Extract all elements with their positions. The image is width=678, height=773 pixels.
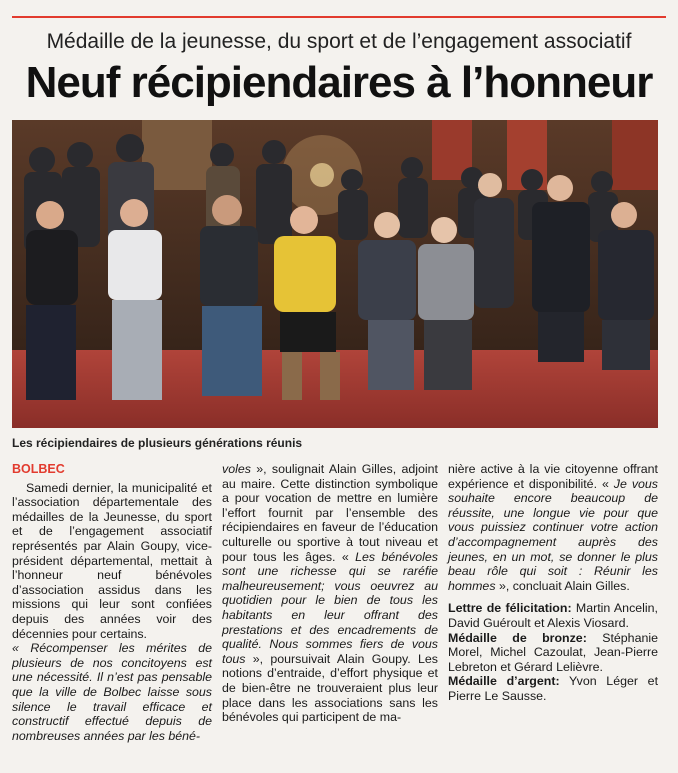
article-column-2 <box>222 462 438 725</box>
article-headline: Neuf récipiendaires à l’honneur <box>25 58 653 107</box>
award-label: Lettre de félicitation: <box>448 601 572 616</box>
quote-text: Les bénévoles sont une richesse qui se raréfie malheureusement; vous oeuvrez au quotidien pour le bien de tous les habitants en leur offrant des prestations et des encadrements de qualité. Nous sommes fiers de vous tous <box>222 549 438 666</box>
award-list <box>448 601 658 703</box>
group-photo-illustration <box>12 120 658 428</box>
quote-text: « Récompenser les mérites de plusieurs de nos concitoyens est une nécessité. Il n’est pas pensable que la ville de Bolbec laisse sous silence le travail efficace et constructif effectué depuis de nombreuses années par les béné- <box>12 641 212 743</box>
article-kicker: Médaille de la jeunesse, du sport et de l’engagement associatif <box>46 30 632 53</box>
article-paragraph: Samedi dernier, la municipalité et l’association départementale des médailles de la Jeunesse, du sport et de l’engagement associatif représentés par Alain Goupy, vice-président départemental, mettait à l’honneur neuf bénévoles d’association assidus dans les missions qui leur sont confiées depuis des années voir des décennies pour certains. <box>12 480 212 641</box>
article-paragraph <box>448 462 658 593</box>
award-item <box>448 601 658 630</box>
article-column-3 <box>448 462 658 704</box>
article-column-1 <box>12 462 212 743</box>
quote-text: voles <box>222 462 251 476</box>
award-item <box>448 631 658 675</box>
body-text: », soulignait Alain Gilles, adjoint au maire. Cette distinction symbolique a pour vocation de mettre en lumière l’effort fournit par l’ensemble des récipiendaires en faveur de l’éducation culturelle ou sportive à tout niveau et pour tous les âges. « <box>222 462 438 564</box>
award-label: Médaille d’argent: <box>448 674 560 689</box>
award-item <box>448 674 658 703</box>
quote-text: Je vous souhaite encore beaucoup de réussite, une longue vie pour que vous puissiez continuer votre action d’accompagnement auprès des jeunes, en un mot, se donner le plus beau rôle qui soit : Réunir les hommes <box>448 476 658 593</box>
top-rule <box>12 16 666 18</box>
article-quote <box>12 641 212 743</box>
article-locality: BOLBEC <box>12 462 65 476</box>
article-photo <box>12 120 658 428</box>
photo-caption: Les récipiendaires de plusieurs générations réunis <box>12 436 303 450</box>
award-names: Martin Ancelin, David Guéroult et Alexis Viosard. <box>448 601 658 630</box>
body-text: », poursuivait Alain Goupy. Les notions d’entraide, d’effort physique et de bien-être ne trouveraient plus leur place dans les associations sans les bénévoles qui participent de ma- <box>222 651 438 725</box>
body-text: », concluait Alain Gilles. <box>495 578 630 593</box>
award-names: Stéphanie Morel, Michel Cazoulat, Jean-Pierre Lebreton et Gérard Lelièvre. <box>448 630 658 674</box>
body-text: nière active à la vie citoyenne offrant expérience et disponibilité. « <box>448 462 658 491</box>
award-names: Yvon Léger et Pierre Le Sausse. <box>448 674 659 703</box>
award-label: Médaille de bronze: <box>448 630 587 645</box>
